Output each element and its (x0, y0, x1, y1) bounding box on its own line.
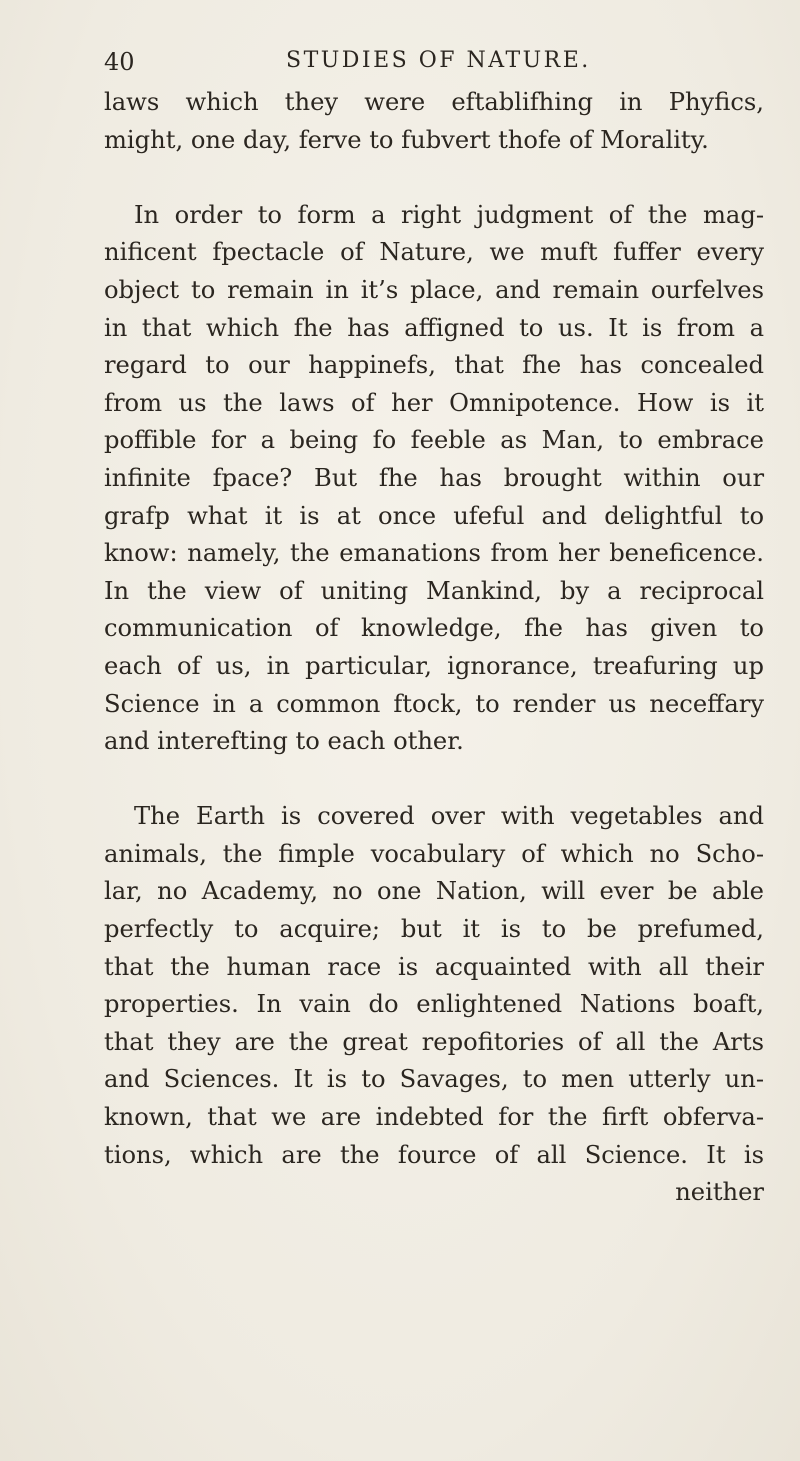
text-line: known, that we are indebted for the firft obferva- (104, 1103, 764, 1132)
paragraph-1 (104, 84, 764, 159)
text-line: regard to our happinefs, that fhe has concealed (104, 351, 764, 380)
page-number: 40 (104, 48, 135, 76)
running-head (104, 48, 754, 88)
text-line: nificent fpectacle of Nature, we muft fuffer every (104, 238, 764, 267)
text-line: know: namely, the emanations from her beneficence. (104, 539, 764, 568)
text-line: infinite fpace? But fhe has brought within our (104, 463, 764, 492)
text-line: each of us, in particular, ignorance, treafuring up (104, 651, 764, 680)
text-line: poffible for a being fo feeble as Man, to embrace (104, 426, 764, 455)
text-line: and Sciences. It is to Savages, to men utterly un- (104, 1065, 764, 1094)
text-line: The Earth is covered over with vegetables and (134, 802, 764, 831)
catchword: neither (675, 1178, 764, 1207)
text-line: might, one day, ferve to fubvert thofe of Morality. (104, 125, 709, 154)
text-line: that the human race is acquainted with all their (104, 952, 764, 981)
text-line: Science in a common ftock, to render us neceffary (104, 689, 764, 718)
text-line: lar, no Academy, no one Nation, will ever be able (104, 877, 764, 906)
text-line: that they are the great repofitories of all the Arts (104, 1027, 764, 1056)
text-line: from us the laws of her Omnipotence. How is it (104, 388, 764, 417)
text-line: In the view of uniting Mankind, by a reciprocal (104, 576, 764, 605)
text-line: communication of knowledge, fhe has given to (104, 614, 764, 643)
body-text (104, 84, 764, 1212)
text-line: and interefting to each other. (104, 727, 464, 756)
text-line: object to remain in it’s place, and remain ourfelves (104, 275, 764, 304)
paragraph-2 (104, 197, 764, 761)
text-line: in that which fhe has affigned to us. It is from a (104, 313, 764, 342)
text-line: In order to form a right judgment of the mag- (134, 200, 764, 229)
text-line: properties. In vain do enlightened Nations boaft, (104, 990, 764, 1019)
text-line: animals, the fimple vocabulary of which no Scho- (104, 839, 764, 868)
text-line: perfectly to acquire; but it is to be prefumed, (104, 915, 764, 944)
running-title: STUDIES OF NATURE. (286, 48, 591, 73)
paragraph-3 (104, 798, 764, 1174)
text-line: laws which they were eftablifhing in Phyfics, (104, 88, 764, 116)
text-line: tions, which are the fource of all Science. It is (104, 1140, 764, 1169)
text-line: grafp what it is at once ufeful and delightful to (104, 501, 764, 530)
